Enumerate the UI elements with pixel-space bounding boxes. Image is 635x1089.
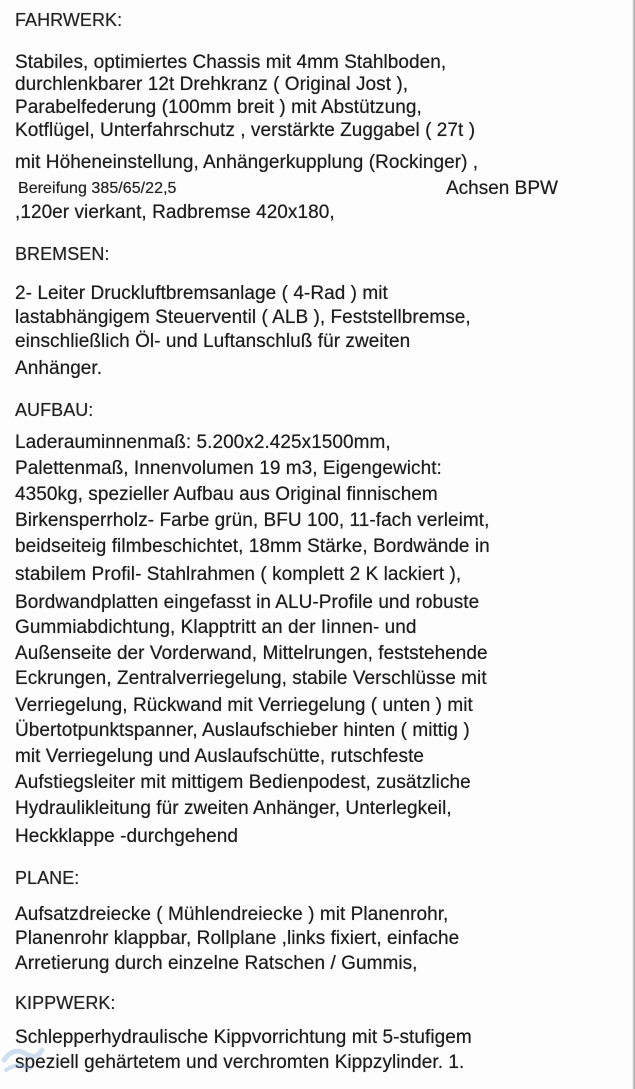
- text-line: Birkensperrholz- Farbe grün, BFU 100, 11-fach verleimt,: [15, 510, 490, 531]
- text-line: beidseiteig filmbeschichtet, 18mm Stärke, Bordwände in: [15, 536, 490, 557]
- text-line: Gummiabdichtung, Klapptritt an der Iinnen- und: [15, 617, 417, 638]
- text-line: Laderauminnenmaß: 5.200x2.425x1500mm,: [15, 432, 391, 453]
- text-line: Hydraulikleitung für zweiten Anhänger, Unterlegkeil,: [15, 798, 452, 819]
- text-line: Schlepperhydraulische Kippvorrichtung mit 5-stufigem: [15, 1027, 472, 1048]
- text-line: Parabelfederung (100mm breit ) mit Abstützung,: [15, 97, 422, 118]
- axle-spec-line: Achsen BPW: [446, 178, 558, 199]
- text-line: Palettenmaß, Innenvolumen 19 m3, Eigengewicht:: [15, 458, 442, 479]
- section-heading-fahrwerk: FAHRWERK:: [15, 10, 123, 30]
- text-line: mit Höheneinstellung, Anhängerkupplung (Rockinger) ,: [15, 152, 479, 173]
- text-line: Übertotpunktspanner, Auslaufschieber hinten ( mittig ): [15, 720, 470, 741]
- text-line: einschließlich Öl- und Luftanschluß für zweiten: [15, 331, 411, 352]
- text-line: Bordwandplatten eingefasst in ALU-Profile und robuste: [15, 592, 480, 613]
- text-line: speziell gehärtetem und verchromten Kippzylinder. 1.: [15, 1052, 465, 1073]
- text-line: Verriegelung, Rückwand mit Verriegelung ( unten ) mit: [15, 695, 473, 716]
- text-line: 4350kg, spezieller Aufbau aus Original finnischem: [15, 484, 438, 505]
- text-line: Stabiles, optimiertes Chassis mit 4mm Stahlboden,: [15, 52, 447, 73]
- text-line: Heckklappe -durchgehend: [15, 826, 238, 847]
- section-heading-aufbau: AUFBAU:: [15, 400, 94, 420]
- text-line: ,120er vierkant, Radbremse 420x180,: [15, 202, 335, 223]
- text-line: Aufsatzdreiecke ( Mühlendreiecke ) mit Planenrohr,: [15, 904, 449, 925]
- text-line: Anhänger.: [15, 358, 103, 379]
- text-line: mit Verriegelung und Auslaufschütte, rutschfeste: [15, 746, 425, 767]
- text-line: Außenseite der Vorderwand, Mittelrungen, feststehende: [15, 643, 488, 664]
- text-line: 2- Leiter Druckluftbremsanlage ( 4-Rad ) mit: [15, 283, 388, 304]
- section-heading-kippwerk: KIPPWERK:: [15, 993, 116, 1013]
- text-line: durchlenkbarer 12t Drehkranz ( Original Jost ),: [15, 74, 409, 95]
- text-line: stabilem Profil- Stahlrahmen ( komplett 2 K lackiert ),: [15, 564, 462, 585]
- section-heading-bremsen: BREMSEN:: [15, 244, 110, 264]
- tire-spec-line: Bereifung 385/65/22,5: [18, 180, 177, 197]
- watermark-logo: [0, 1040, 46, 1080]
- text-line: Aufstiegsleiter mit mittigem Bedienpodest, zusätzliche: [15, 772, 471, 793]
- text-line: Kotflügel, Unterfahrschutz , verstärkte Zuggabel ( 27t ): [15, 120, 476, 141]
- section-heading-plane: PLANE:: [15, 868, 80, 888]
- text-line: Eckrungen, Zentralverriegelung, stabile Verschlüsse mit: [15, 668, 487, 689]
- text-line: Planenrohr klappbar, Rollplane ,links fixiert, einfache: [15, 928, 460, 949]
- text-line: Arretierung durch einzelne Ratschen / Gummis,: [15, 953, 418, 974]
- text-line: lastabhängigem Steuerventil ( ALB ), Feststellbremse,: [15, 307, 471, 328]
